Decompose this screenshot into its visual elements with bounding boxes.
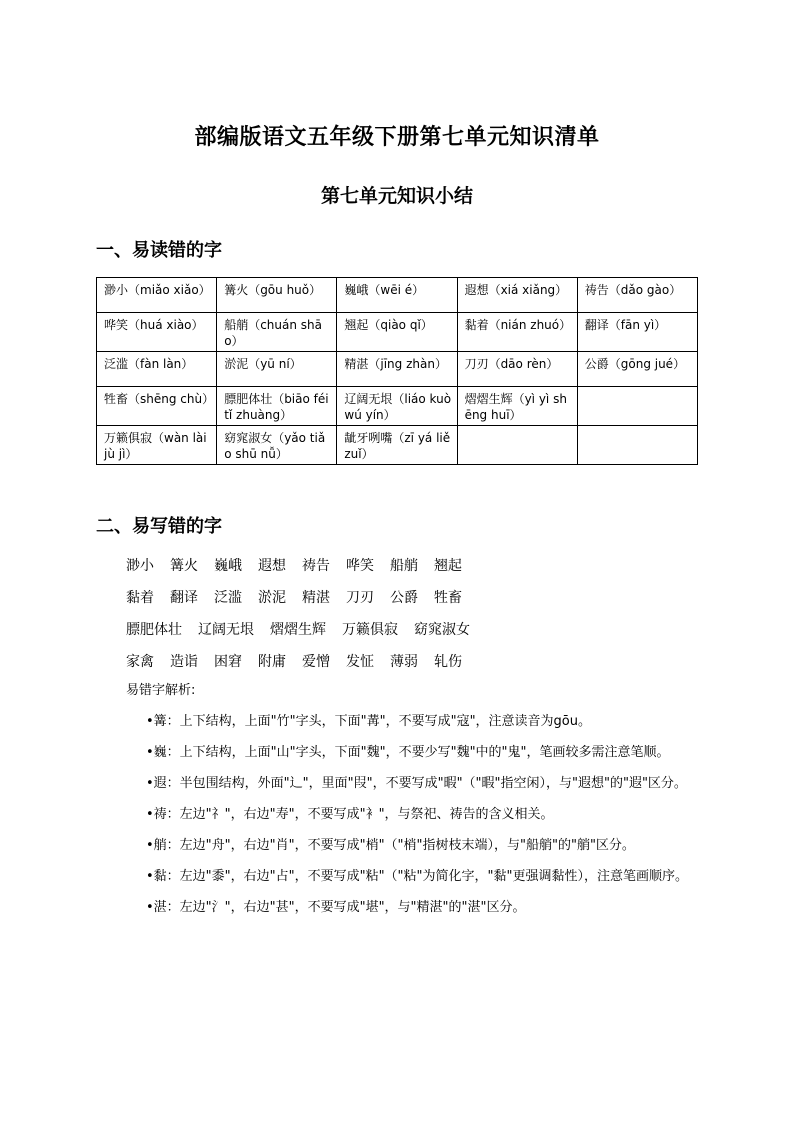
table-cell: 刀刃（dāo rèn）	[457, 352, 577, 387]
page-title: 部编版语文五年级下册第七单元知识清单	[194, 125, 600, 150]
table-cell: 祷告（dǎo gào）	[577, 278, 697, 313]
word-item: 膘肥体壮	[126, 622, 182, 638]
word-item: 轧伤	[434, 654, 462, 670]
table-cell: 淤泥（yū ní）	[217, 352, 337, 387]
word-item: 淤泥	[258, 590, 286, 606]
word-item: 发怔	[346, 654, 374, 670]
section-heading-misread: 一、易读错的字	[96, 240, 222, 261]
table-cell: 熠熠生辉（yì yì shēng huī）	[457, 387, 577, 426]
word-item: 篝火	[170, 558, 198, 574]
analysis-note: •祷：左边"礻"，右边"寿"，不要写成"衤"，与祭祀、祷告的含义相关。	[146, 807, 554, 822]
word-line	[126, 646, 486, 678]
table-cell: 精湛（jīng zhàn）	[337, 352, 457, 387]
analysis-note: •遐：半包围结构，外面"辶"，里面"叚"，不要写成"暇"（"暇"指空闲），与"遐想"的"遐"区分。	[146, 776, 687, 791]
analysis-note: •巍：上下结构，上面"山"字头，下面"魏"，不要少写"魏"中的"鬼"，笔画较多需注意笔顺。	[146, 745, 670, 760]
page-subtitle: 第七单元知识小结	[320, 185, 473, 207]
section-heading-miswritten: 二、易写错的字	[96, 516, 222, 537]
word-item: 渺小	[126, 558, 154, 574]
word-item: 遐想	[258, 558, 286, 574]
table-cell: 渺小（miǎo xiǎo）	[97, 278, 217, 313]
word-item: 黏着	[126, 590, 154, 606]
table-cell	[577, 387, 697, 426]
word-item: 哗笑	[346, 558, 374, 574]
table-cell: 巍峨（wēi é）	[337, 278, 457, 313]
word-item: 万籁俱寂	[342, 622, 398, 638]
word-line	[126, 614, 486, 646]
table-cell: 黏着（nián zhuó）	[457, 313, 577, 352]
table-cell: 翻译（fān yì）	[577, 313, 697, 352]
word-item: 船艄	[390, 558, 418, 574]
word-item: 爱憎	[302, 654, 330, 670]
word-item: 困窘	[214, 654, 242, 670]
misread-words-table	[96, 277, 698, 465]
word-item: 翘起	[434, 558, 462, 574]
table-cell: 窈窕淑女（yǎo tiǎo shū nǚ）	[217, 426, 337, 465]
word-item: 熠熠生辉	[270, 622, 326, 638]
analysis-note: •黏：左边"黍"，右边"占"，不要写成"粘"（"粘"为简化字，"黏"更强调黏性），注意笔画顺序。	[146, 869, 688, 884]
table-cell: 船艄（chuán shāo）	[217, 313, 337, 352]
word-item: 家禽	[126, 654, 154, 670]
word-item: 薄弱	[390, 654, 418, 670]
table-cell: 辽阔无垠（liáo kuò wú yín）	[337, 387, 457, 426]
word-item: 附庸	[258, 654, 286, 670]
analysis-note: •艄：左边"舟"，右边"肖"，不要写成"梢"（"梢"指树枝末端），与"船艄"的"艄"区分。	[146, 838, 635, 853]
word-item: 泛滥	[214, 590, 242, 606]
table-cell: 公爵（gōng jué）	[577, 352, 697, 387]
word-item: 辽阔无垠	[198, 622, 254, 638]
table-row	[97, 426, 698, 465]
analysis-notes	[116, 708, 700, 925]
word-item: 精湛	[302, 590, 330, 606]
table-row	[97, 387, 698, 426]
table-row	[97, 352, 698, 387]
word-item: 刀刃	[346, 590, 374, 606]
word-item: 公爵	[390, 590, 418, 606]
table-cell: 牲畜（shēng chù）	[97, 387, 217, 426]
table-row	[97, 278, 698, 313]
analysis-note: •湛：左边"氵"，右边"甚"，不要写成"堪"，与"精湛"的"湛"区分。	[146, 900, 526, 915]
word-item: 牲畜	[434, 590, 462, 606]
word-line	[126, 550, 486, 582]
table-cell: 遐想（xiá xiǎng）	[457, 278, 577, 313]
table-cell: 翘起（qiào qǐ）	[337, 313, 457, 352]
table-cell	[577, 426, 697, 465]
table-cell: 龇牙咧嘴（zī yá liě zuǐ）	[337, 426, 457, 465]
word-item: 翻译	[170, 590, 198, 606]
word-item: 巍峨	[214, 558, 242, 574]
word-item: 窈窕淑女	[414, 622, 470, 638]
analysis-note: •篝：上下结构，上面"竹"字头，下面"冓"，不要写成"寇"，注意读音为gōu。	[146, 714, 591, 729]
table-cell: 哗笑（huá xiào）	[97, 313, 217, 352]
table-cell: 篝火（gōu huǒ）	[217, 278, 337, 313]
table-cell	[457, 426, 577, 465]
miswritten-words-list	[126, 550, 486, 678]
analysis-title: 易错字解析:	[126, 683, 196, 698]
table-cell: 泛滥（fàn làn）	[97, 352, 217, 387]
table-cell: 万籁俱寂（wàn lài jù jì）	[97, 426, 217, 465]
word-item: 造诣	[170, 654, 198, 670]
table-cell: 膘肥体壮（biāo féi tǐ zhuàng）	[217, 387, 337, 426]
word-line	[126, 582, 486, 614]
word-item: 祷告	[302, 558, 330, 574]
table-row	[97, 313, 698, 352]
